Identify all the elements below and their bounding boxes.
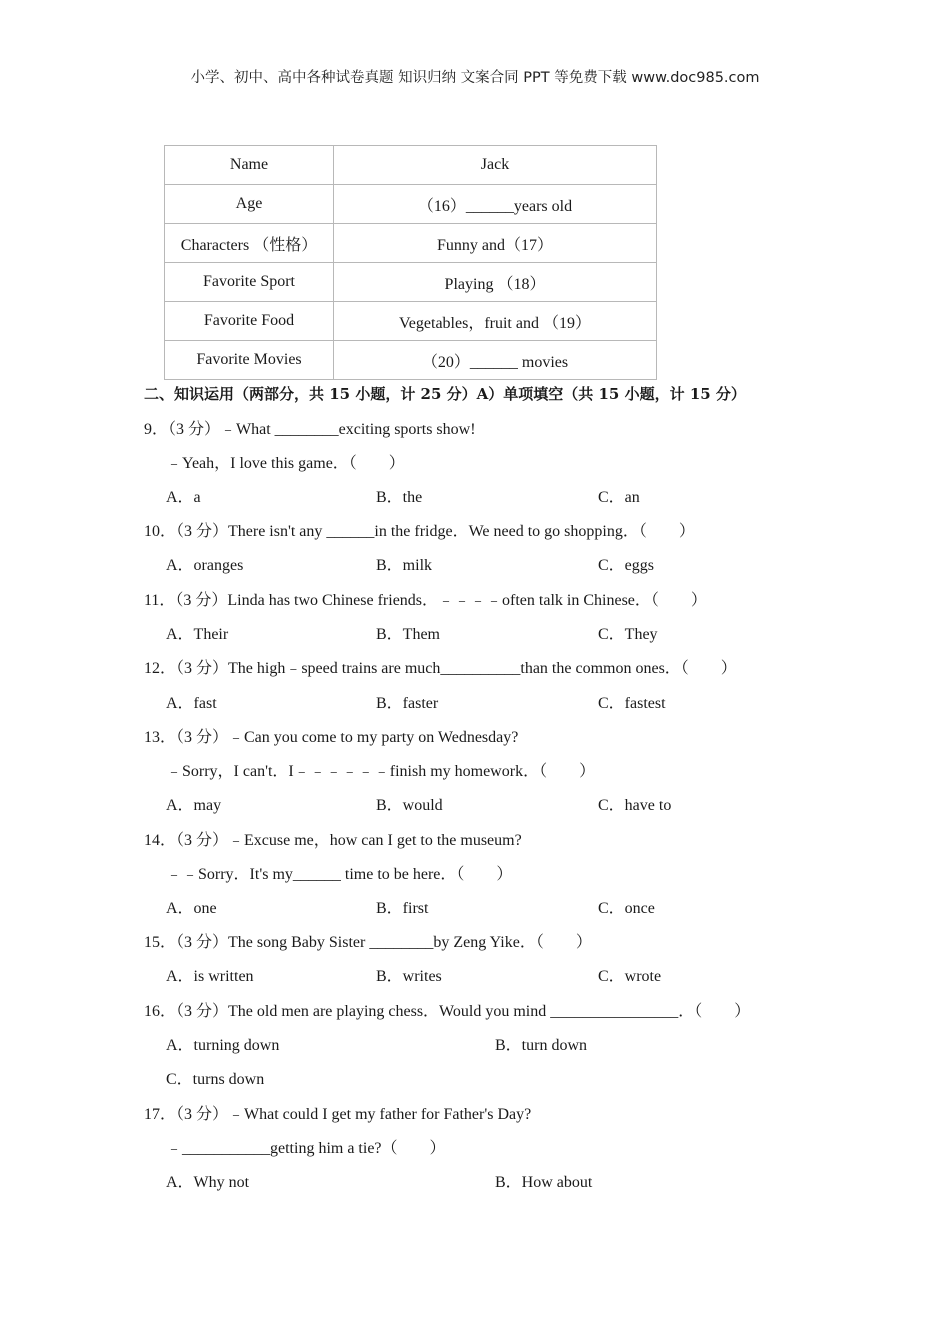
question-stem: 11．（3 分）Linda has two Chinese friends．﹣﹣﹣﹣often talk in Chinese．（ ）	[144, 592, 707, 609]
option-b: B．milk	[376, 557, 433, 574]
table-cell-label: Age	[165, 185, 334, 224]
question-stem-line2: ﹣Yeah，I love this game．（ ）	[166, 455, 405, 472]
option-a: A．one	[166, 900, 217, 917]
option-b: B．writes	[376, 968, 442, 985]
option-a: A．turning down	[166, 1037, 280, 1054]
table-cell-value: Jack	[334, 146, 657, 185]
question-stem: 10．（3 分）There isn't any ______in the fridge．We need to go shopping．（ ）	[144, 523, 695, 540]
question-stem: 14．（3 分）﹣Excuse me，how can I get to the museum?	[144, 832, 522, 849]
table-cell-value: （16）______years old	[334, 185, 657, 224]
table-row	[165, 185, 657, 224]
option-a: A．a	[166, 489, 201, 506]
option-b: B．would	[376, 797, 443, 814]
table-cell-value: （20）______ movies	[334, 341, 657, 380]
option-a: A．oranges	[166, 557, 244, 574]
option-a: A．Their	[166, 626, 229, 643]
table-row	[165, 302, 657, 341]
option-a: A．fast	[166, 695, 217, 712]
option-c: C．have to	[598, 797, 672, 814]
option-c: C．an	[598, 489, 640, 506]
question-stem: 12．（3 分）The high﹣speed trains are much__________than the common ones．（ ）	[144, 660, 737, 677]
table-cell-label: Favorite Food	[165, 302, 334, 341]
question-stem: 15．（3 分）The song Baby Sister ________by Zeng Yike．（ ）	[144, 934, 592, 951]
table-cell-label: Name	[165, 146, 334, 185]
option-c: C．wrote	[598, 968, 662, 985]
option-b: B．turn down	[495, 1037, 588, 1054]
table-cell-label: Favorite Sport	[165, 263, 334, 302]
option-b: B．How about	[495, 1174, 593, 1191]
table-cell-value: Vegetables，fruit and （19）	[334, 302, 657, 341]
question-stem: 9．（3 分）﹣What ________exciting sports show!	[144, 421, 476, 438]
option-b: B．the	[376, 489, 423, 506]
option-b: B．faster	[376, 695, 439, 712]
table-cell-value: Playing （18）	[334, 263, 657, 302]
table-row	[165, 263, 657, 302]
table-row	[165, 224, 657, 263]
question-stem-line2: ﹣﹣Sorry．It's my______ time to be here．（ ）	[166, 866, 513, 883]
option-c: C．fastest	[598, 695, 666, 712]
option-a: A．may	[166, 797, 222, 814]
question-stem-line2: ﹣Sorry，I can't．I﹣﹣﹣﹣﹣﹣finish my homework．（ ）	[166, 763, 596, 780]
table-row	[165, 146, 657, 185]
info-table	[164, 145, 657, 380]
option-b: B．Them	[376, 626, 440, 643]
option-c: C．They	[598, 626, 658, 643]
question-stem: 17．（3 分）﹣What could I get my father for Father's Day?	[144, 1106, 532, 1123]
question-stem: 13．（3 分）﹣Can you come to my party on Wednesday?	[144, 729, 519, 746]
option-a: A．is written	[166, 968, 254, 985]
question-stem-line2: ﹣___________getting him a tie?（ ）	[166, 1140, 446, 1157]
table-cell-value: Funny and（17）	[334, 224, 657, 263]
section-title: 二、知识运用（两部分，共 15 小题，计 25 分）A）单项填空（共 15 小题，计 15 分）	[144, 385, 746, 403]
option-b: B．first	[376, 900, 429, 917]
option-c: C．once	[598, 900, 655, 917]
table-row	[165, 341, 657, 380]
page-header: 小学、初中、高中各种试卷真题 知识归纳 文案合同 PPT 等免费下载 www.doc985.com	[190, 70, 760, 86]
question-stem: 16．（3 分）The old men are playing chess．Would you mind ________________．（ ）	[144, 1003, 751, 1020]
option-c: C．turns down	[166, 1071, 265, 1088]
table-cell-label: Characters （性格）	[165, 224, 334, 263]
option-a: A．Why not	[166, 1174, 250, 1191]
option-c: C．eggs	[598, 557, 655, 574]
table-cell-label: Favorite Movies	[165, 341, 334, 380]
